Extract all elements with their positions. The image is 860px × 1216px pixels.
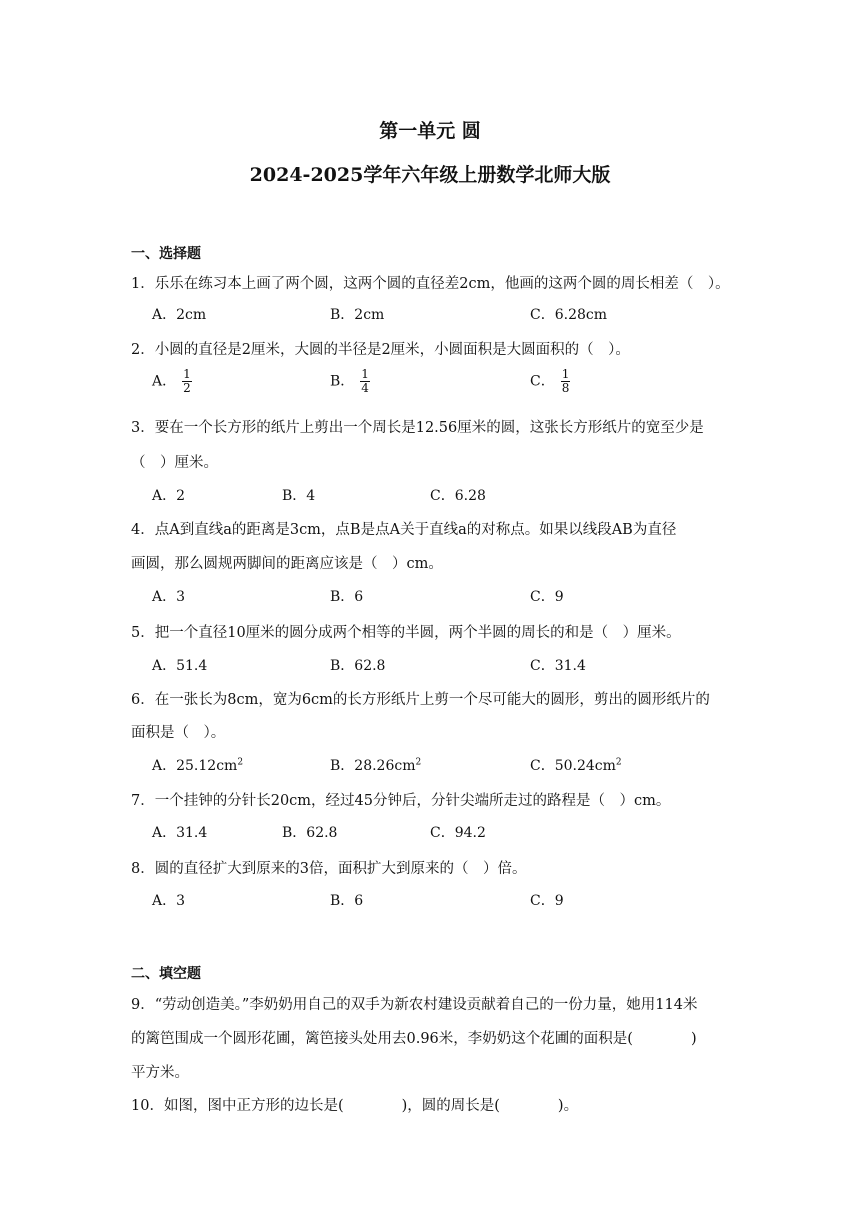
- question-4-line-2: 画圆，那么圆规两脚间的距离应该是（ ）cm。: [131, 556, 443, 572]
- page-subtitle: 2024-2025学年六年级上册数学北师大版: [249, 164, 611, 186]
- option-c: C．94.2: [430, 825, 486, 841]
- question-3-line-2: （ ）厘米。: [131, 455, 218, 471]
- section-heading-choice: 一、选择题: [131, 246, 201, 262]
- question-3: 3．要在一个长方形的纸片上剪出一个周长是12.56厘米的圆，这张长方形纸片的宽至少是: [131, 420, 704, 436]
- option-a: A．31.4: [152, 825, 208, 841]
- question-8: 8．圆的直径扩大到原来的3倍，面积扩大到原来的（ ）倍。: [131, 861, 527, 877]
- option-c: C．31.4: [530, 658, 586, 674]
- question-10: 10．如图，图中正方形的边长是( )，圆的周长是( )。: [131, 1098, 579, 1114]
- option-b: [330, 755, 421, 775]
- fraction: [182, 368, 192, 395]
- option-c: [530, 368, 570, 395]
- option-c: [530, 755, 622, 775]
- option-b: [330, 368, 370, 395]
- question-9-line-3: 平方米。: [131, 1065, 189, 1081]
- section-heading-fill: 二、填空题: [131, 966, 201, 982]
- question-7: 7．一个挂钟的分针长20cm，经过45分钟后，分针尖端所走过的路程是（ ）cm。: [131, 793, 671, 809]
- option-a: A．2: [152, 488, 186, 504]
- question-5: 5．把一个直径10厘米的圆分成两个相等的半圆，两个半圆的周长的和是（ ）厘米。: [131, 625, 681, 641]
- fraction-numerator: 1: [561, 367, 570, 381]
- option-c: C．6.28: [430, 488, 486, 504]
- fraction-denominator: 2: [183, 381, 191, 395]
- question-1: 1．乐乐在练习本上画了两个圆，这两个圆的直径差2cm，他画的这两个圆的周长相差（ ）。: [131, 276, 730, 292]
- option-b: B．6: [330, 893, 364, 909]
- option-text: C．50.24cm: [530, 758, 616, 774]
- question-4: 4．点A到直线a的距离是3cm，点B是点A关于直线a的对称点。如果以线段AB为直径: [131, 522, 677, 538]
- option-b: B．4: [282, 488, 316, 504]
- question-9-line-2: 的篱笆围成一个圆形花圃，篱笆接头处用去0.96米，李奶奶这个花圃的面积是( ): [131, 1031, 697, 1047]
- option-label: A．: [152, 373, 177, 390]
- option-b: B．62.8: [282, 825, 338, 841]
- option-b: B．2cm: [330, 307, 385, 323]
- question-6: 6．在一张长为8cm，宽为6cm的长方形纸片上剪一个尽可能大的圆形，剪出的圆形纸片的: [131, 692, 710, 708]
- fraction: [561, 368, 571, 395]
- page-title: 第一单元 圆: [379, 120, 481, 142]
- option-c: C．9: [530, 893, 564, 909]
- option-a: A．51.4: [152, 658, 208, 674]
- fraction-denominator: 4: [361, 381, 369, 395]
- question-6-line-2: 面积是（ ）。: [131, 725, 226, 741]
- option-text: B．28.26cm: [330, 758, 416, 774]
- option-c: C．9: [530, 589, 564, 605]
- superscript: 2: [237, 757, 244, 768]
- question-2: 2．小圆的直径是2厘米，大圆的半径是2厘米，小圆面积是大圆面积的（ ）。: [131, 342, 630, 358]
- option-a: A．2cm: [152, 307, 207, 323]
- option-a: [152, 368, 192, 395]
- superscript: 2: [615, 757, 622, 768]
- fraction: [360, 368, 370, 395]
- option-c: C．6.28cm: [530, 307, 607, 323]
- option-b: B．6: [330, 589, 364, 605]
- fraction-numerator: 1: [183, 367, 191, 381]
- option-label: C．: [530, 373, 555, 390]
- option-a: A．3: [152, 893, 186, 909]
- option-b: B．62.8: [330, 658, 386, 674]
- option-a: [152, 755, 243, 775]
- fraction-denominator: 8: [561, 381, 570, 395]
- question-9: 9．“劳动创造美。”李奶奶用自己的双手为新农村建设贡献着自己的一份力量，她用114米: [131, 997, 698, 1013]
- option-label: B．: [330, 373, 355, 390]
- option-text: A．25.12cm: [152, 758, 238, 774]
- superscript: 2: [415, 757, 422, 768]
- option-a: A．3: [152, 589, 186, 605]
- fraction-numerator: 1: [361, 367, 369, 381]
